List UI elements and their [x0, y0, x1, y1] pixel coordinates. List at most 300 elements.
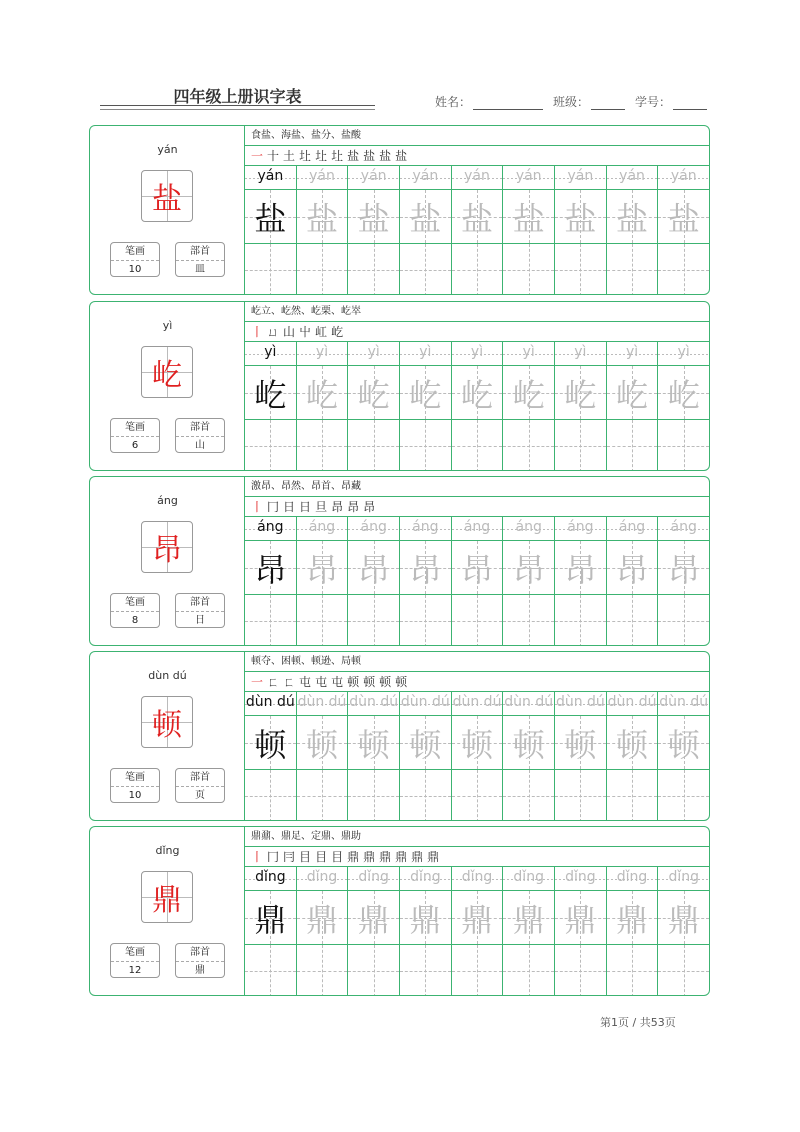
- empty-practice-cell[interactable]: [658, 244, 709, 295]
- stroke-step: 日: [283, 500, 297, 514]
- empty-practice-cell[interactable]: [503, 244, 555, 295]
- stroke-order-row: [245, 497, 709, 517]
- pinyin-text: dǐng: [668, 869, 699, 885]
- char-practice-cell[interactable]: [607, 891, 659, 944]
- stroke-count-label: 笔画: [111, 944, 159, 962]
- radical-label: 部首: [176, 769, 224, 787]
- char-practice-cell[interactable]: [658, 190, 709, 243]
- empty-practice-cell[interactable]: [555, 945, 607, 996]
- char-practice-cell[interactable]: [400, 716, 452, 769]
- character-info-panel: [90, 477, 245, 645]
- pinyin-text: yì: [367, 344, 380, 360]
- char-practice-cell[interactable]: [400, 891, 452, 944]
- character-row: [245, 716, 709, 770]
- stroke-order-row: [245, 847, 709, 867]
- practice-grid: [245, 652, 709, 820]
- char-practice-cell[interactable]: [555, 716, 607, 769]
- stroke-step: 屮: [299, 325, 313, 339]
- stroke-count-value: 12: [128, 965, 142, 976]
- empty-practice-cell[interactable]: [297, 595, 349, 646]
- pinyin-text: yì: [264, 344, 277, 360]
- pinyin-cell[interactable]: [245, 166, 297, 189]
- pinyin-cell[interactable]: [503, 867, 555, 890]
- char-practice-cell[interactable]: [245, 541, 297, 594]
- pinyin-text: yán: [670, 168, 697, 184]
- pinyin-text: dǐng: [306, 869, 338, 885]
- pinyin-text: áng: [515, 519, 542, 535]
- char-text: 顿: [306, 725, 339, 764]
- empty-practice-cell[interactable]: [400, 420, 452, 471]
- char-practice-cell[interactable]: [452, 891, 504, 944]
- radical-value: 皿: [195, 264, 205, 275]
- pinyin-text: yán: [464, 168, 490, 184]
- character-info-panel: [90, 827, 245, 995]
- class-blank[interactable]: [591, 97, 625, 110]
- char-text: 屹: [667, 375, 700, 414]
- char-practice-cell[interactable]: [348, 891, 400, 944]
- empty-practice-cell[interactable]: [607, 770, 659, 821]
- char-text: 鼎: [357, 900, 390, 939]
- char-large: 屹: [152, 358, 182, 393]
- character-info-panel: [90, 126, 245, 294]
- stroke-step: ㄈ: [283, 675, 297, 689]
- stroke-count-value: 8: [131, 615, 139, 626]
- stroke-step: 盐: [395, 149, 409, 163]
- char-practice-cell[interactable]: [503, 541, 555, 594]
- pinyin-cell[interactable]: [400, 867, 452, 890]
- empty-practice-cell[interactable]: [658, 595, 709, 646]
- stroke-step: 冂: [267, 500, 281, 514]
- stroke-step: 冃: [283, 850, 297, 864]
- empty-practice-cell[interactable]: [400, 595, 452, 646]
- empty-practice-cell[interactable]: [452, 770, 504, 821]
- char-text: 鼎: [409, 900, 442, 939]
- pinyin-text: dùn dú: [400, 694, 450, 710]
- pinyin-cell[interactable]: [658, 692, 709, 715]
- char-pinyin: áng: [157, 494, 178, 507]
- char-large: 盐: [152, 182, 182, 217]
- pinyin-cell[interactable]: [297, 342, 349, 365]
- char-practice-cell[interactable]: [297, 891, 349, 944]
- stroke-step: ㄈ: [267, 675, 281, 689]
- pinyin-cell[interactable]: [503, 517, 555, 540]
- pinyin-text: dùn dú: [297, 694, 347, 710]
- pinyin-text: áng: [412, 519, 439, 535]
- char-practice-cell[interactable]: [555, 190, 607, 243]
- radical-label: 部首: [176, 944, 224, 962]
- char-text: 顿: [667, 725, 700, 764]
- pinyin-cell[interactable]: [503, 692, 555, 715]
- stroke-count-box: [110, 593, 160, 628]
- pinyin-text: yán: [257, 168, 284, 184]
- page-footer: 第1页 / 共53页: [600, 1016, 676, 1029]
- radical-value: 日: [195, 615, 205, 626]
- stroke-step: 昂: [347, 500, 361, 514]
- practice-grid: [245, 302, 709, 470]
- char-practice-cell[interactable]: [607, 716, 659, 769]
- stroke-step: 盐: [379, 149, 393, 163]
- stroke-step: 盐: [363, 149, 377, 163]
- pinyin-cell[interactable]: [658, 166, 709, 189]
- empty-practice-cell[interactable]: [503, 420, 555, 471]
- char-practice-cell[interactable]: [348, 190, 400, 243]
- stroke-step: 鼎: [395, 850, 409, 864]
- pinyin-cell[interactable]: [658, 867, 709, 890]
- stroke-step: 屹: [331, 325, 345, 339]
- empty-practice-cell[interactable]: [245, 945, 297, 996]
- char-practice-cell[interactable]: [452, 190, 504, 243]
- char-practice-cell[interactable]: [452, 366, 504, 419]
- empty-practice-cell[interactable]: [400, 244, 452, 295]
- page-title: 四年级上册识字表: [173, 87, 302, 106]
- class-field[interactable]: [553, 93, 625, 110]
- char-practice-cell[interactable]: [348, 716, 400, 769]
- pinyin-text: dǐng: [565, 869, 596, 885]
- radical-value: 山: [195, 440, 205, 451]
- char-practice-cell[interactable]: [245, 716, 297, 769]
- char-text: 盐: [254, 199, 287, 238]
- pinyin-text: dǐng: [358, 869, 389, 885]
- empty-practice-cell[interactable]: [607, 420, 659, 471]
- char-text: 顿: [409, 725, 442, 764]
- pinyin-cell[interactable]: [607, 166, 659, 189]
- empty-practice-cell[interactable]: [245, 420, 297, 471]
- char-practice-cell[interactable]: [452, 541, 504, 594]
- pinyin-cell[interactable]: [503, 166, 555, 189]
- character-card: [89, 651, 710, 821]
- char-practice-cell[interactable]: [607, 366, 659, 419]
- empty-practice-cell[interactable]: [400, 945, 452, 996]
- radical-value: 鼎: [195, 965, 205, 976]
- name-label: 姓名：: [435, 95, 472, 109]
- pinyin-row: [245, 692, 709, 716]
- pinyin-cell[interactable]: [245, 342, 297, 365]
- char-text: 鼎: [306, 900, 339, 939]
- char-practice-cell[interactable]: [348, 366, 400, 419]
- pinyin-text: dùn dú: [245, 694, 295, 710]
- char-text: 屹: [306, 375, 339, 414]
- stroke-step: 旦: [315, 500, 329, 514]
- pinyin-cell[interactable]: [452, 692, 504, 715]
- pinyin-text: dǐng: [255, 869, 286, 885]
- pinyin-cell[interactable]: [555, 517, 607, 540]
- stroke-step: 山: [283, 325, 297, 339]
- radical-value: 页: [195, 790, 205, 801]
- char-practice-cell[interactable]: [400, 366, 452, 419]
- stroke-step: ㄩ: [267, 325, 281, 339]
- char-text: 顿: [357, 725, 390, 764]
- char-practice-cell[interactable]: [555, 541, 607, 594]
- empty-practice-cell[interactable]: [452, 945, 504, 996]
- name-blank[interactable]: [473, 97, 543, 110]
- example-words: 激昂、昂然、昂首、昂藏: [245, 477, 709, 497]
- char-text: 屹: [357, 375, 390, 414]
- empty-practice-cell[interactable]: [348, 770, 400, 821]
- radical-box: [175, 943, 225, 978]
- char-text: 昂: [254, 550, 287, 589]
- number-field[interactable]: [635, 93, 707, 110]
- pinyin-cell[interactable]: [452, 166, 504, 189]
- char-practice-cell[interactable]: [658, 366, 709, 419]
- stroke-step: 丨: [251, 325, 265, 339]
- title-underline: [100, 105, 375, 106]
- empty-practice-cell[interactable]: [555, 244, 607, 295]
- pinyin-cell[interactable]: [452, 867, 504, 890]
- char-practice-cell[interactable]: [607, 190, 659, 243]
- char-text: 盐: [461, 199, 494, 238]
- empty-practice-cell[interactable]: [607, 244, 659, 295]
- pinyin-cell[interactable]: [297, 692, 349, 715]
- pinyin-text: áng: [618, 519, 646, 535]
- char-practice-cell[interactable]: [297, 190, 349, 243]
- empty-practice-cell[interactable]: [297, 420, 349, 471]
- pinyin-cell[interactable]: [452, 517, 504, 540]
- pinyin-cell[interactable]: [658, 342, 709, 365]
- stroke-count-value: 10: [128, 790, 142, 801]
- character-info-panel: [90, 652, 245, 820]
- empty-practice-cell[interactable]: [452, 244, 504, 295]
- empty-practice-cell[interactable]: [503, 595, 555, 646]
- name-field[interactable]: [435, 93, 543, 110]
- empty-row: [245, 244, 709, 295]
- empty-practice-cell[interactable]: [297, 945, 349, 996]
- empty-practice-cell[interactable]: [658, 945, 709, 996]
- pinyin-cell[interactable]: [607, 692, 659, 715]
- stroke-step: 丨: [251, 500, 265, 514]
- pinyin-cell[interactable]: [607, 867, 659, 890]
- pinyin-cell[interactable]: [348, 692, 400, 715]
- char-practice-cell[interactable]: [297, 366, 349, 419]
- pinyin-text: áng: [463, 519, 491, 535]
- empty-practice-cell[interactable]: [607, 595, 659, 646]
- char-practice-cell[interactable]: [555, 891, 607, 944]
- pinyin-cell[interactable]: [245, 517, 297, 540]
- char-text: 昂: [564, 550, 597, 589]
- empty-practice-cell[interactable]: [555, 595, 607, 646]
- number-blank[interactable]: [673, 97, 707, 110]
- char-text: 屹: [461, 375, 494, 414]
- char-practice-cell[interactable]: [658, 716, 709, 769]
- character-row: [245, 190, 709, 244]
- char-text: 昂: [409, 550, 442, 589]
- empty-practice-cell[interactable]: [297, 244, 349, 295]
- empty-practice-cell[interactable]: [555, 770, 607, 821]
- pinyin-cell[interactable]: [245, 867, 297, 890]
- char-text: 盐: [306, 199, 339, 238]
- stroke-order-row: [245, 322, 709, 342]
- stroke-step: 土: [283, 149, 297, 163]
- stroke-step: 圵: [299, 149, 313, 163]
- stroke-step: 屸: [315, 325, 329, 339]
- stroke-step: 鼎: [347, 850, 361, 864]
- stroke-count-label: 笔画: [111, 419, 159, 437]
- char-display-box: [141, 521, 193, 573]
- student-info-fields: [435, 93, 717, 110]
- char-text: 屹: [512, 375, 545, 414]
- pinyin-cell[interactable]: [452, 342, 504, 365]
- character-row: [245, 366, 709, 420]
- character-card: [89, 125, 710, 295]
- char-practice-cell[interactable]: [297, 716, 349, 769]
- character-card: [89, 301, 710, 471]
- empty-practice-cell[interactable]: [503, 770, 555, 821]
- empty-row: [245, 770, 709, 821]
- empty-row: [245, 945, 709, 996]
- char-practice-cell[interactable]: [245, 190, 297, 243]
- radical-box: [175, 768, 225, 803]
- char-text: 盐: [512, 199, 545, 238]
- pinyin-text: áng: [360, 519, 387, 535]
- pinyin-cell[interactable]: [555, 692, 607, 715]
- pinyin-cell[interactable]: [555, 867, 607, 890]
- pinyin-cell[interactable]: [348, 342, 400, 365]
- pinyin-cell[interactable]: [400, 517, 452, 540]
- char-practice-cell[interactable]: [503, 190, 555, 243]
- empty-practice-cell[interactable]: [658, 770, 709, 821]
- pinyin-cell[interactable]: [400, 166, 452, 189]
- pinyin-cell[interactable]: [348, 517, 400, 540]
- empty-practice-cell[interactable]: [503, 945, 555, 996]
- page-header: [0, 0, 800, 120]
- char-display-box: [141, 346, 193, 398]
- pinyin-cell[interactable]: [607, 517, 659, 540]
- character-info-panel: [90, 302, 245, 470]
- char-practice-cell[interactable]: [400, 541, 452, 594]
- stroke-step: 丨: [251, 850, 265, 864]
- char-practice-cell[interactable]: [658, 541, 709, 594]
- char-text: 顿: [564, 725, 597, 764]
- char-practice-cell[interactable]: [452, 716, 504, 769]
- char-pinyin: dùn dú: [148, 669, 187, 682]
- pinyin-cell[interactable]: [400, 692, 452, 715]
- empty-practice-cell[interactable]: [658, 420, 709, 471]
- radical-label: 部首: [176, 243, 224, 261]
- char-practice-cell[interactable]: [245, 366, 297, 419]
- pinyin-row: [245, 867, 709, 891]
- pinyin-text: áng: [257, 519, 284, 535]
- empty-practice-cell[interactable]: [245, 595, 297, 646]
- pinyin-cell[interactable]: [348, 867, 400, 890]
- char-practice-cell[interactable]: [503, 891, 555, 944]
- character-card: [89, 826, 710, 996]
- example-words: 屹立、屹然、屹栗、屹崒: [245, 302, 709, 322]
- char-practice-cell[interactable]: [245, 891, 297, 944]
- pinyin-cell[interactable]: [555, 166, 607, 189]
- pinyin-cell[interactable]: [400, 342, 452, 365]
- pinyin-text: yán: [360, 168, 387, 184]
- pinyin-text: yì: [315, 344, 329, 360]
- pinyin-text: dùn dú: [504, 694, 554, 710]
- stroke-step: 顿: [379, 675, 393, 689]
- pinyin-text: yán: [309, 168, 335, 184]
- char-text: 昂: [357, 550, 390, 589]
- pinyin-cell[interactable]: [245, 692, 297, 715]
- char-practice-cell[interactable]: [503, 366, 555, 419]
- stroke-count-value: 10: [128, 264, 142, 275]
- char-pinyin: yì: [162, 319, 173, 332]
- empty-practice-cell[interactable]: [348, 244, 400, 295]
- char-practice-cell[interactable]: [555, 366, 607, 419]
- char-display-box: [141, 696, 193, 748]
- stroke-step: 屯: [299, 675, 313, 689]
- pinyin-text: dǐng: [616, 869, 648, 885]
- stroke-step: 顿: [395, 675, 409, 689]
- empty-practice-cell[interactable]: [607, 945, 659, 996]
- char-text: 昂: [512, 550, 545, 589]
- empty-practice-cell[interactable]: [348, 420, 400, 471]
- pinyin-text: dùn dú: [555, 694, 605, 710]
- pinyin-text: áng: [308, 519, 336, 535]
- empty-practice-cell[interactable]: [452, 420, 504, 471]
- char-practice-cell[interactable]: [297, 541, 349, 594]
- char-text: 盐: [616, 199, 649, 238]
- stroke-step: 鼎: [363, 850, 377, 864]
- char-text: 顿: [512, 725, 545, 764]
- practice-grid: [245, 126, 709, 294]
- example-words: 鼎鼐、鼎足、定鼎、鼎助: [245, 827, 709, 847]
- character-row: [245, 891, 709, 945]
- pinyin-text: yán: [619, 168, 645, 184]
- char-practice-cell[interactable]: [658, 891, 709, 944]
- char-text: 盐: [564, 199, 597, 238]
- char-text: 昂: [616, 550, 649, 589]
- char-text: 顿: [254, 725, 287, 764]
- stroke-step: 目: [299, 850, 313, 864]
- pinyin-cell[interactable]: [607, 342, 659, 365]
- char-practice-cell[interactable]: [503, 716, 555, 769]
- empty-row: [245, 420, 709, 471]
- pinyin-cell[interactable]: [503, 342, 555, 365]
- char-text: 鼎: [616, 900, 649, 939]
- empty-practice-cell[interactable]: [452, 595, 504, 646]
- stroke-step: 一: [251, 675, 265, 689]
- char-text: 盐: [357, 199, 390, 238]
- char-practice-cell[interactable]: [607, 541, 659, 594]
- char-practice-cell[interactable]: [348, 541, 400, 594]
- empty-practice-cell[interactable]: [555, 420, 607, 471]
- pinyin-cell[interactable]: [297, 867, 349, 890]
- empty-practice-cell[interactable]: [348, 945, 400, 996]
- pinyin-cell[interactable]: [297, 166, 349, 189]
- pinyin-text: dǐng: [410, 869, 441, 885]
- char-pinyin: yán: [157, 143, 178, 156]
- empty-practice-cell[interactable]: [245, 244, 297, 295]
- pinyin-row: [245, 166, 709, 190]
- pinyin-text: dǐng: [513, 869, 544, 885]
- empty-practice-cell[interactable]: [297, 770, 349, 821]
- stroke-step: 鼎: [411, 850, 425, 864]
- pinyin-text: yán: [412, 168, 439, 184]
- pinyin-cell[interactable]: [348, 166, 400, 189]
- pinyin-text: áng: [567, 519, 594, 535]
- stroke-step: 目: [331, 850, 345, 864]
- empty-practice-cell[interactable]: [400, 770, 452, 821]
- char-text: 昂: [667, 550, 700, 589]
- char-text: 盐: [667, 199, 700, 238]
- char-display-box: [141, 170, 193, 222]
- practice-grid: [245, 477, 709, 645]
- stroke-step: 顿: [347, 675, 361, 689]
- char-practice-cell[interactable]: [400, 190, 452, 243]
- pinyin-cell[interactable]: [658, 517, 709, 540]
- stroke-count-box: [110, 242, 160, 277]
- char-text: 顿: [616, 725, 649, 764]
- pinyin-cell[interactable]: [555, 342, 607, 365]
- pinyin-cell[interactable]: [297, 517, 349, 540]
- empty-practice-cell[interactable]: [245, 770, 297, 821]
- empty-practice-cell[interactable]: [348, 595, 400, 646]
- stroke-step: 屯: [315, 675, 329, 689]
